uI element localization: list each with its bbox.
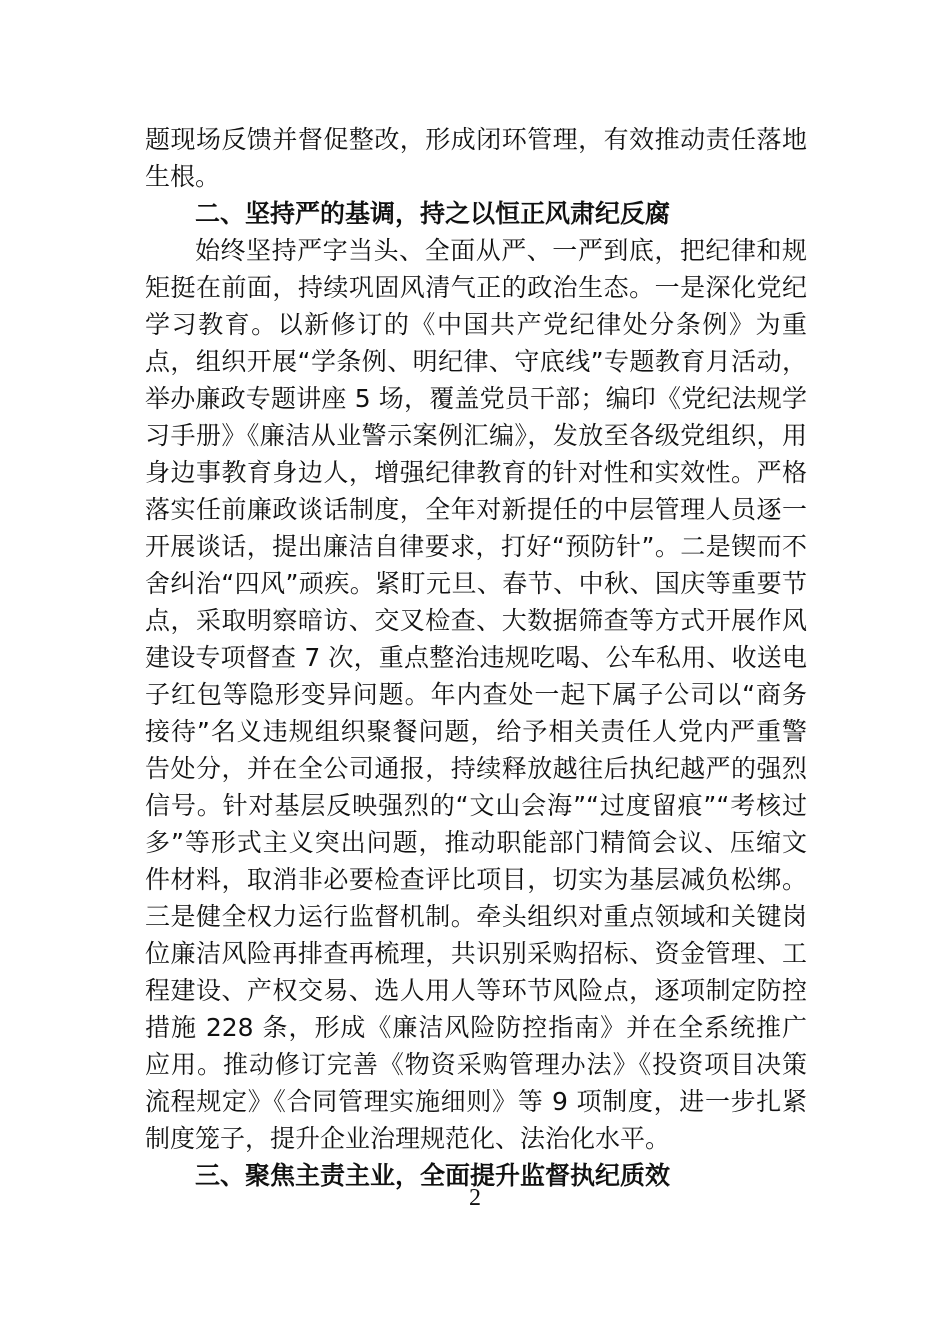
page-number: 2: [469, 1185, 481, 1211]
paragraph-continuation: 题现场反馈并督促整改，形成闭环管理，有效推动责任落地生根。: [145, 125, 807, 191]
section-heading-2: 二、坚持严的基调，持之以恒正风肃纪反腐: [195, 199, 671, 228]
paragraph-body: 始终坚持严字当头、全面从严、一严到底，把纪律和规矩挺在前面，持续巩固风清气正的政治生态。一是深化党纪学习教育。以新修订的《中国共产党纪律处分条例》为重点，组织开展“学条例、明纪律、守底线”专题教育月活动，举办廉政专题讲座 5 场，覆盖党员干部；编印《党纪法规学习手册》《廉洁从业警示案例汇编》，发放至各级党组织，用身边事教育身边人，增强纪律教育的针对性和实效性。严格落实任前廉政谈话制度，全年对新提任的中层管理人员逐一开展谈话，提出廉洁自律要求，打好“预防针”。二是锲而不舍纠治“四风”顽疾。紧盯元旦、春节、中秋、国庆等重要节点，采取明察暗访、交叉检查、大数据筛查等方式开展作风建设专项督查 7 次，重点整治违规吃喝、公车私用、收送电子红包等隐形变异问题。年内查处一起下属子公司以“商务接待”名义违规组织聚餐问题，给予相关责任人党内严重警告处分，并在全公司通报，持续释放越往后执纪越严的强烈信号。针对基层反映强烈的“文山会海”“过度留痕”“考核过多”等形式主义突出问题，推动职能部门精简会议、压缩文件材料，取消非必要检查评比项目，切实为基层减负松绑。三是健全权力运行监督机制。牵头组织对重点领域和关键岗位廉洁风险再排查再梳理，共识别采购招标、资金管理、工程建设、产权交易、选人用人等环节风险点，逐项制定防控措施 228 条，形成《廉洁风险防控指南》并在全系统推广应用。推动修订完善《物资采购管理办法》《投资项目决策流程规定》《合同管理实施细则》等 9 项制度，进一步扎紧制度笼子，提升企业治理规范化、法治化水平。: [145, 236, 807, 1153]
body-text: [145, 121, 807, 1194]
section-heading-3: 三、聚焦主责主业，全面提升监督执纪质效: [195, 1161, 671, 1190]
